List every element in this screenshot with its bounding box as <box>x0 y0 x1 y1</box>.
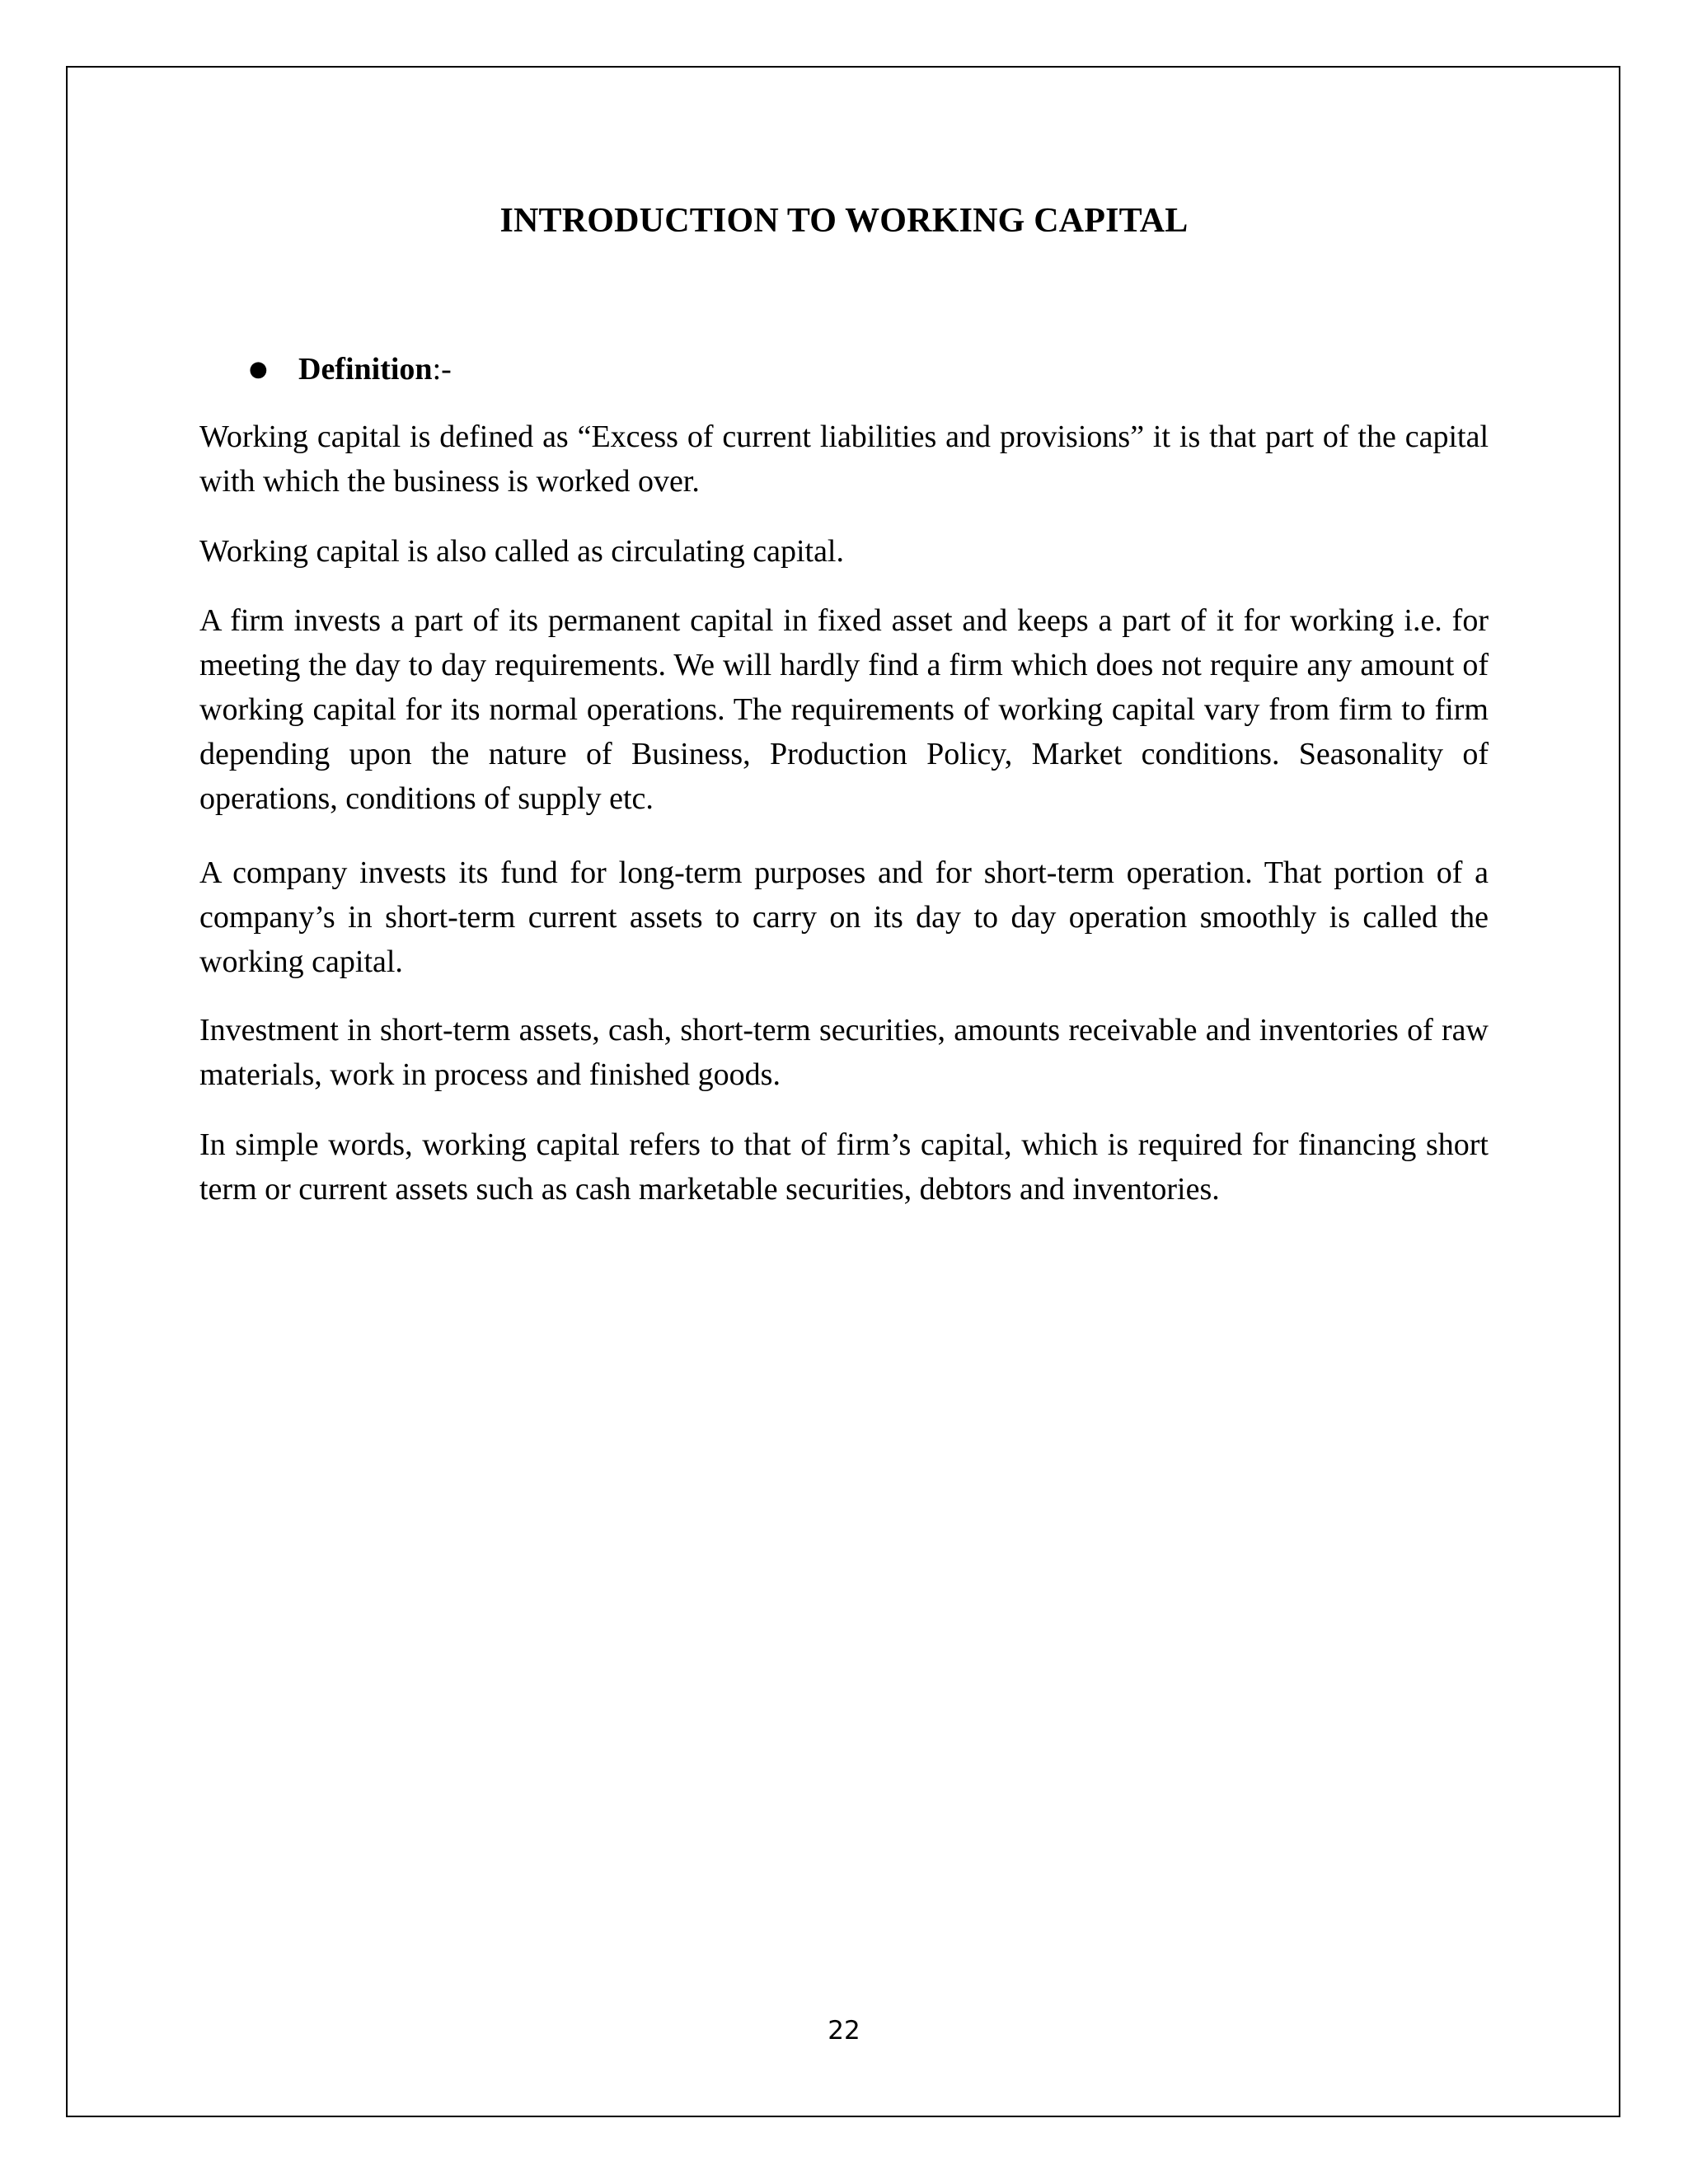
bullet-icon: ● <box>249 357 268 382</box>
paragraph-circulating-capital: Working capital is also called as circulating capital. <box>199 534 844 569</box>
definition-label-bold: Definition <box>298 352 433 387</box>
definition-label <box>298 346 452 392</box>
paragraph-company-funds: A company invests its fund for long-term purposes and for short-term operation. That portion of a company’s in short-term current assets to carry on its day to day operation smoothly is called the working capital. <box>199 855 1489 979</box>
definition-heading <box>199 346 1489 392</box>
paragraph-firm-investment: A firm invests a part of its permanent capital in fixed asset and keeps a part of it for working i.e. for meeting the day to day requirements. We will hardly find a firm which does not require any amount of working capital for its normal operations. The requirements of working capital vary from firm to firm depending upon the nature of Business, Production Policy, Market conditions. Seasonality of operations, conditions of supply etc. <box>199 603 1489 816</box>
definition-label-suffix: :- <box>432 352 452 387</box>
page-title: INTRODUCTION TO WORKING CAPITAL <box>499 202 1189 240</box>
paragraph-definition: Working capital is defined as “Excess of current liabilities and provisions” it is that part of the capital with which the business is worked over. <box>199 419 1489 499</box>
paragraph-simple-words: In simple words, working capital refers to that of firm’s capital, which is required for financing short term or current assets such as cash marketable securities, debtors and inventories. <box>199 1127 1489 1207</box>
page-number: 22 <box>828 2016 860 2046</box>
paragraph-short-term-investment: Investment in short-term assets, cash, short-term securities, amounts receivable and inventories of raw materials, work in process and finished goods. <box>199 1013 1489 1092</box>
